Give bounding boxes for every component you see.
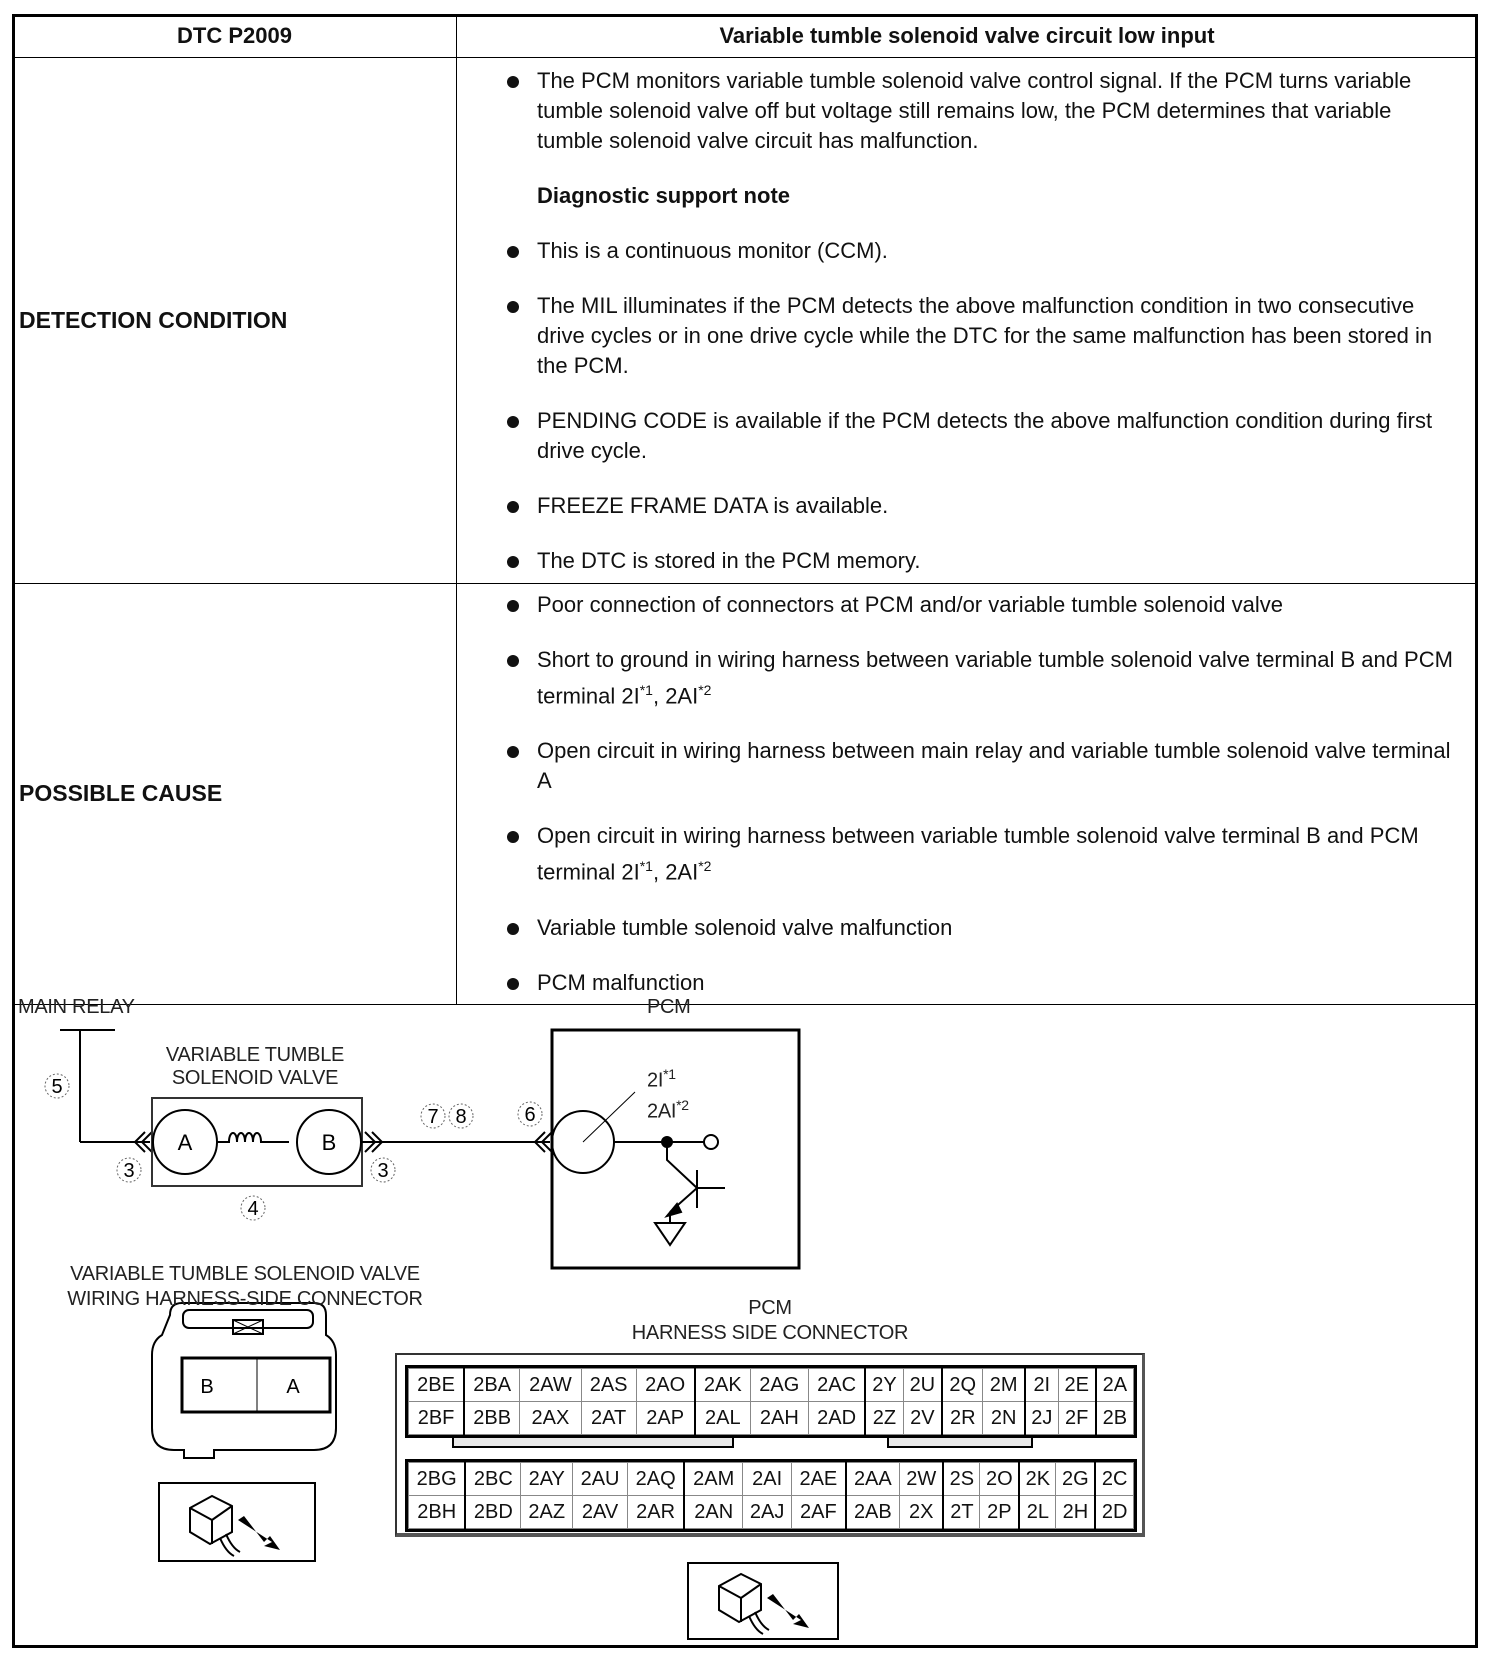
valve-connector-outline: [152, 1303, 336, 1458]
pin-cell: 2AM: [684, 1463, 742, 1496]
pin-cell: 2AO: [636, 1369, 695, 1402]
pcm-upper-pin-block: [405, 1365, 1137, 1438]
connector-key: [452, 1436, 734, 1448]
pin-cell: 2AX: [520, 1402, 581, 1435]
possible-cause-label: POSSIBLE CAUSE: [13, 584, 457, 1005]
pin-cell: 2AI: [743, 1463, 792, 1496]
note-item: This is a continuous monitor (CCM).: [507, 236, 1457, 266]
cause-item: Poor connection of connectors at PCM and/or variable tumble solenoid valve: [507, 590, 1457, 620]
note-item: PENDING CODE is available if the PCM detects the above malfunction condition during first drive cycle.: [507, 406, 1457, 466]
valve-connector-title: VARIABLE TUMBLE SOLENOID VALVE WIRING HARNESS-SIDE CONNECTOR: [67, 1263, 423, 1310]
pin-cell: 2U: [903, 1369, 942, 1402]
callout-7: [421, 1104, 445, 1128]
pcm-connector: [395, 1353, 1145, 1537]
pin-cell: 2S: [943, 1463, 980, 1496]
pcm-lower-pin-block: [405, 1459, 1137, 1532]
pin-cell: 2C: [1095, 1463, 1133, 1496]
dtc-code: DTC P2009: [13, 15, 457, 58]
callout-3-right: [371, 1158, 395, 1182]
possible-cause-content: [457, 584, 1478, 1005]
pin-cell: 2D: [1095, 1496, 1133, 1529]
pcm-connector-view-icon: [687, 1562, 839, 1640]
pin-cell: 2BD: [465, 1496, 520, 1529]
dtc-title: Variable tumble solenoid valve circuit low input: [457, 15, 1478, 58]
cause-item: Open circuit in wiring harness between main relay and variable tumble solenoid valve terminal A: [507, 736, 1457, 796]
pin-cell: 2K: [1019, 1463, 1056, 1496]
valve-terminal-b-label: B: [321, 1130, 337, 1155]
pin-row: [409, 1402, 1134, 1435]
pin-cell: 2AB: [846, 1496, 900, 1529]
pin-cell: 2X: [900, 1496, 944, 1529]
pin-cell: 2AU: [573, 1463, 628, 1496]
pin-cell: 2E: [1058, 1369, 1096, 1402]
possible-cause-row: [13, 584, 1478, 1005]
valve-title: VARIABLE TUMBLE SOLENOID VALVE: [165, 1044, 345, 1089]
pcm-terminal-labels: $2I^{*1}$ 2AI$^{*2}$: [647, 1066, 689, 1123]
svg-text:4: 4: [247, 1198, 259, 1220]
pin-cell: 2AD: [808, 1402, 865, 1435]
pin-grid-upper: [408, 1368, 1134, 1435]
pin-cell: 2BF: [409, 1402, 465, 1435]
pcm-connector-title: PCM HARNESS SIDE CONNECTOR: [631, 1297, 909, 1344]
pin-row: [409, 1463, 1134, 1496]
main-relay-label: MAIN RELAY: [18, 996, 135, 1018]
diagnostic-note-heading: Diagnostic support note: [537, 182, 790, 208]
pin-cell: 2AT: [581, 1402, 636, 1435]
svg-text:3: 3: [377, 1160, 389, 1182]
transistor-collector: [667, 1142, 697, 1188]
pin-cell: 2J: [1025, 1402, 1058, 1435]
pin-cell: 2Q: [942, 1369, 983, 1402]
pin-cell: 2BC: [465, 1463, 520, 1496]
pin-cell: 2AV: [573, 1496, 628, 1529]
pin-cell: 2BA: [464, 1369, 520, 1402]
pin-cell: 2Z: [865, 1402, 903, 1435]
pin-cell: 2H: [1056, 1496, 1095, 1529]
connector-view-icon: [158, 1482, 316, 1562]
note-item: The MIL illuminates if the PCM detects the above malfunction condition in two consecutive drive cycles or in one drive cycle while the DTC for the same malfunction has been stored in the PCM.: [507, 291, 1457, 381]
pin-cell: 2AG: [750, 1369, 808, 1402]
pin-cell: 2O: [980, 1463, 1019, 1496]
pin-cell: 2AW: [520, 1369, 581, 1402]
connector-plug-icon: [160, 1484, 314, 1560]
callout-8: [449, 1104, 473, 1128]
pin-cell: 2BG: [409, 1463, 466, 1496]
pin-cell: 2A: [1096, 1369, 1134, 1402]
pin-cell: 2AH: [750, 1402, 808, 1435]
pin-cell: 2AL: [695, 1402, 751, 1435]
callout-3-left: [117, 1158, 141, 1182]
cause-item: Short to ground in wiring harness between variable tumble solenoid valve terminal B and PCM terminal $2I^{*1}$, 2AI$^{*2}$: [507, 645, 1457, 711]
pin-cell: 2AQ: [627, 1463, 684, 1496]
pin-cell: 2T: [943, 1496, 980, 1529]
svg-text:7: 7: [427, 1106, 439, 1128]
detection-intro: The PCM monitors variable tumble solenoid valve control signal. If the PCM turns variable tumble solenoid valve off but voltage still remains low, the PCM determines that variable tumble solenoid valve circuit has malfunction.: [507, 66, 1457, 156]
pin-cell: 2M: [983, 1369, 1025, 1402]
svg-text:6: 6: [524, 1104, 536, 1126]
pin-cell: 2P: [980, 1496, 1019, 1529]
pin-cell: 2I: [1025, 1369, 1058, 1402]
callout-6: [518, 1102, 542, 1126]
cause-item: Open circuit in wiring harness between variable tumble solenoid valve terminal B and PCM terminal $2I^{*1}$, 2AI$^{*2}$: [507, 821, 1457, 887]
pin-cell: 2AY: [521, 1463, 573, 1496]
detection-condition-row: [13, 58, 1478, 584]
pcm-open-terminal: [704, 1135, 718, 1149]
pin-cell: 2BE: [409, 1369, 465, 1402]
pin-cell: 2B: [1096, 1402, 1134, 1435]
pin-cell: 2AP: [636, 1402, 695, 1435]
pin-row: [409, 1496, 1134, 1529]
pin-cell: 2AS: [581, 1369, 636, 1402]
note-item: The DTC is stored in the PCM memory.: [507, 546, 1457, 576]
pin-cell: 2BB: [464, 1402, 520, 1435]
ground-icon: [655, 1223, 685, 1245]
coil-icon: [217, 1133, 289, 1142]
pin-cell: 2N: [983, 1402, 1025, 1435]
detection-condition-label: DETECTION CONDITION: [13, 58, 457, 584]
pin-cell: 2AA: [846, 1463, 900, 1496]
pin-cell: 2AE: [792, 1463, 846, 1496]
svg-text:5: 5: [51, 1076, 63, 1098]
table-header-row: [13, 15, 1478, 58]
pin-cell: 2AJ: [743, 1496, 792, 1529]
pin-cell: 2AC: [808, 1369, 865, 1402]
terminal-leader-line: [583, 1092, 635, 1142]
pin-cell: 2R: [942, 1402, 983, 1435]
pcm-label: PCM: [647, 996, 691, 1018]
pin-row: [409, 1369, 1134, 1402]
cause-item: PCM malfunction: [507, 968, 1457, 998]
pin-grid-lower: [408, 1462, 1134, 1529]
arrow-icon: [767, 1594, 809, 1628]
cause-item: Variable tumble solenoid valve malfunction: [507, 913, 1457, 943]
pin-cell: 2AN: [684, 1496, 742, 1529]
wiring-diagram: [15, 990, 1475, 1645]
connector-key: [887, 1436, 1033, 1448]
callout-5: [45, 1074, 69, 1098]
pin-cell: 2G: [1056, 1463, 1095, 1496]
pin-cell: 2L: [1019, 1496, 1056, 1529]
pin-cell: 2AZ: [521, 1496, 573, 1529]
svg-text:8: 8: [455, 1106, 467, 1128]
detection-condition-content: [457, 58, 1478, 584]
pin-cell: 2Y: [865, 1369, 903, 1402]
pin-cell: 2BH: [409, 1496, 466, 1529]
pin-cell: 2AK: [695, 1369, 751, 1402]
pin-cell: 2F: [1058, 1402, 1096, 1435]
callout-4: [241, 1196, 265, 1220]
note-item: FREEZE FRAME DATA is available.: [507, 491, 1457, 521]
svg-text:3: 3: [123, 1160, 135, 1182]
valve-terminal-a-label: A: [177, 1130, 193, 1155]
connector-plug-icon: [689, 1564, 837, 1638]
pin-cell: 2W: [900, 1463, 944, 1496]
dtc-table: [12, 14, 1478, 1005]
pin-cell: 2AR: [627, 1496, 684, 1529]
arrow-icon: [238, 1516, 280, 1550]
connector-pin-a: A: [286, 1376, 300, 1398]
pin-cell: 2V: [903, 1402, 942, 1435]
connector-pin-b: B: [200, 1376, 214, 1398]
pin-cell: 2AF: [792, 1496, 846, 1529]
